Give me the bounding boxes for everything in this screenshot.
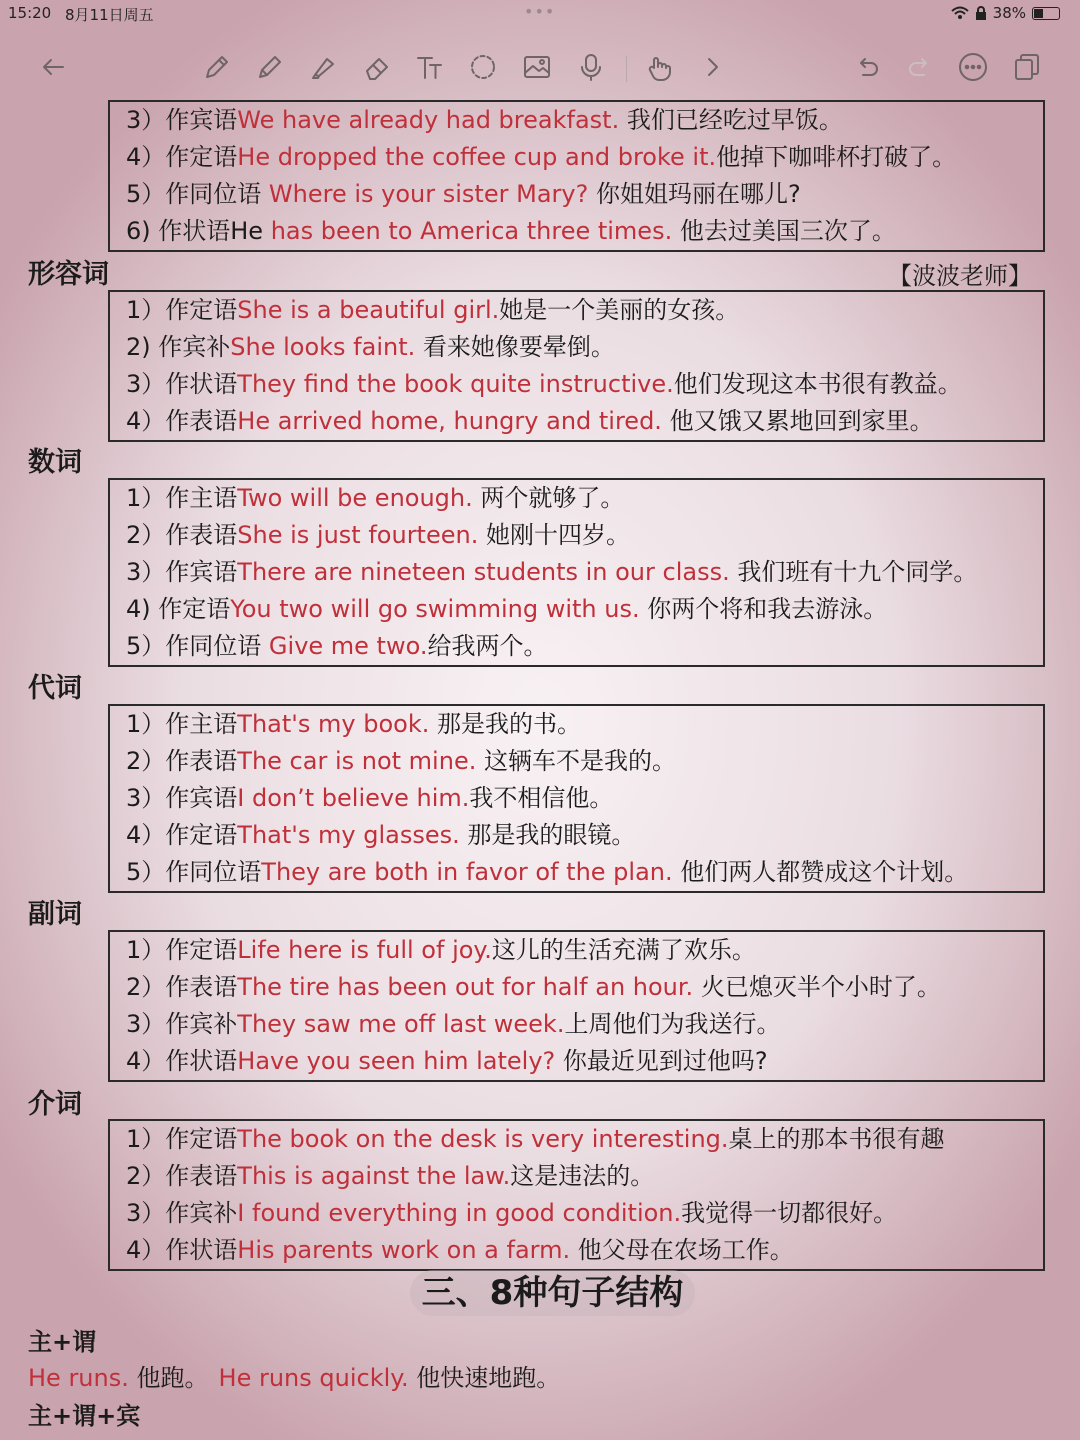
box-adverb: [108, 930, 1045, 1082]
pencil-icon[interactable]: [253, 50, 287, 84]
toolbar-divider: [626, 56, 627, 82]
back-arrow-icon[interactable]: [36, 50, 70, 84]
wifi-icon: [951, 6, 969, 20]
list-item: 3）作宾补I found everything in good condition.我觉得一切都很好。: [126, 1199, 898, 1227]
box-adjective: [108, 290, 1045, 442]
chevron-right-icon[interactable]: [696, 50, 730, 84]
box-preposition: [108, 1119, 1045, 1271]
heading-sentence-structures: 三、8种句子结构: [410, 1270, 695, 1316]
status-time: 15:20: [8, 4, 52, 22]
list-item: 1）作定语The book on the desk is very interesting.桌上的那本书很有趣: [126, 1125, 945, 1153]
list-item: 1）作主语That's my book. 那是我的书。: [126, 710, 581, 738]
teacher-label: 【波波老师】: [888, 262, 1032, 290]
list-item: 2）作表语She is just fourteen. 她刚十四岁。: [126, 521, 630, 549]
list-item: 4）作状语Have you seen him lately? 你最近见到过他吗?: [126, 1047, 768, 1075]
battery-percent: 38%: [992, 4, 1026, 22]
pages-icon[interactable]: [1010, 50, 1044, 84]
eraser-icon[interactable]: [360, 50, 394, 84]
text-icon[interactable]: [413, 50, 447, 84]
microphone-icon[interactable]: [574, 50, 608, 84]
structure-title-sv: 主+谓: [28, 1328, 97, 1356]
list-item: 2) 作宾补She looks faint. 看来她像要晕倒。: [126, 333, 615, 361]
list-item: 3）作宾语I don’t believe him.我不相信他。: [126, 784, 614, 812]
list-item: 4）作状语His parents work on a farm. 他父母在农场工作。: [126, 1236, 794, 1264]
status-right: [951, 4, 1060, 22]
list-item: 4）作定语That's my glasses. 那是我的眼镜。: [126, 821, 636, 849]
list-item: 5）作同位语 Give me two.给我两个。: [126, 632, 548, 660]
more-icon[interactable]: [956, 50, 990, 84]
structure-example-sv: He runs. 他跑。 He runs quickly. 他快速地跑。: [28, 1364, 561, 1392]
list-item: 2）作表语This is against the law.这是违法的。: [126, 1162, 655, 1190]
structure-title-svo: 主+谓+宾: [28, 1402, 141, 1430]
box-verb-usage: [108, 100, 1045, 252]
list-item: 4）作表语He arrived home, hungry and tired. 他又饿又累地回到家里。: [126, 407, 934, 435]
multitasking-dots[interactable]: •••: [524, 2, 556, 21]
list-item: 2）作表语The tire has been out for half an hour. 火已熄灭半个小时了。: [126, 973, 941, 1001]
list-item: 1）作定语She is a beautiful girl.她是一个美丽的女孩。: [126, 296, 740, 324]
section-title-adjective: 形容词: [28, 259, 109, 290]
list-item: 3）作宾补They saw me off last week.上周他们为我送行。: [126, 1010, 781, 1038]
section-title-pronoun: 代词: [28, 673, 82, 704]
section-title-numeral: 数词: [28, 447, 82, 478]
list-item: 4）作定语He dropped the coffee cup and broke it.他掉下咖啡杯打破了。: [126, 143, 957, 171]
redo-icon[interactable]: [903, 50, 937, 84]
list-item: 6) 作状语He has been to America three times. 他去过美国三次了。: [126, 217, 896, 245]
list-item: 2）作表语The car is not mine. 这辆车不是我的。: [126, 747, 676, 775]
list-item: 5）作同位语 Where is your sister Mary? 你姐姐玛丽在哪儿?: [126, 180, 801, 208]
undo-icon[interactable]: [850, 50, 884, 84]
battery-icon: [1032, 7, 1060, 20]
section-title-preposition: 介词: [28, 1089, 82, 1120]
list-item: 3）作宾语We have already had breakfast. 我们已经吃过早饭。: [126, 106, 843, 134]
list-item: 1）作主语Two will be enough. 两个就够了。: [126, 484, 625, 512]
box-numeral: [108, 478, 1045, 667]
list-item: 1）作定语Life here is full of joy.这儿的生活充满了欢乐。: [126, 936, 756, 964]
image-icon[interactable]: [520, 50, 554, 84]
list-item: 4) 作定语You two will go swimming with us. 你两个将和我去游泳。: [126, 595, 888, 623]
list-item: 3）作宾语There are nineteen students in our class. 我们班有十九个同学。: [126, 558, 978, 586]
section-title-adverb: 副词: [28, 899, 82, 930]
highlighter-icon[interactable]: [306, 50, 340, 84]
lasso-icon[interactable]: [466, 50, 500, 84]
status-date: 8月11日周五: [65, 6, 154, 24]
box-pronoun: [108, 704, 1045, 893]
list-item: 3）作状语They find the book quite instructive.他们发现这本书很有教益。: [126, 370, 962, 398]
list-item: 5）作同位语They are both in favor of the plan. 他们两人都赞成这个计划。: [126, 858, 969, 886]
pen-icon[interactable]: [200, 50, 234, 84]
lock-rotation-icon: [975, 6, 987, 20]
touch-icon[interactable]: [643, 50, 677, 84]
status-bar: [0, 0, 1080, 28]
